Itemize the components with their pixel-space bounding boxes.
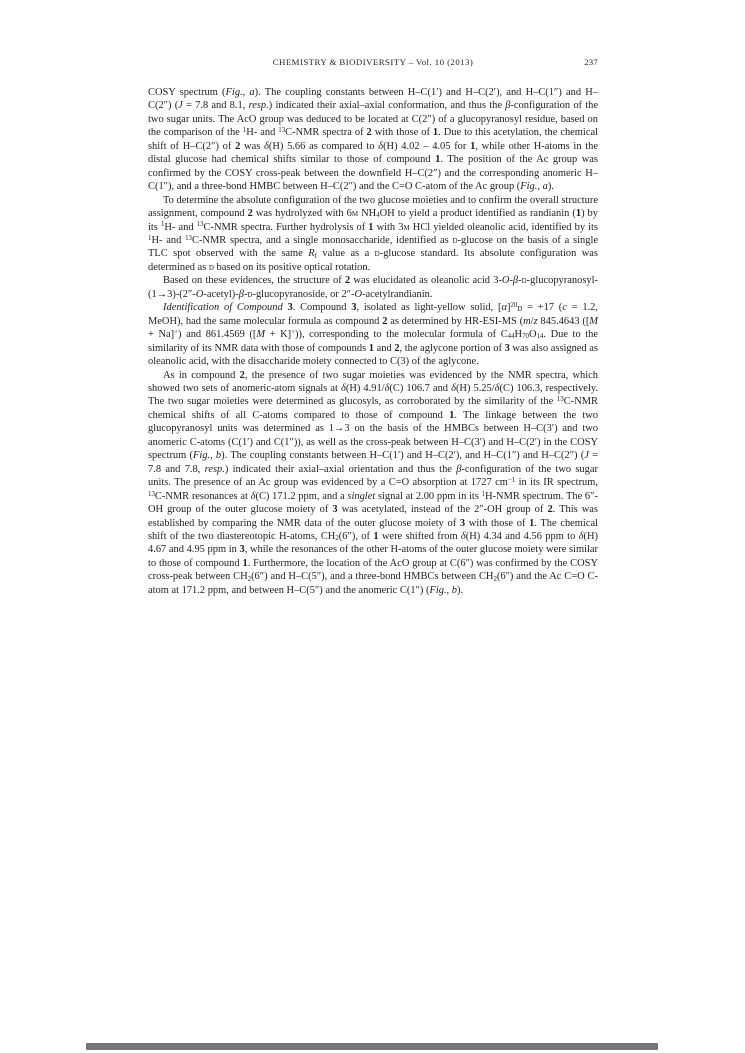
paragraph: As in compound 2, the presence of two sugar moieties was evidenced by the NMR spectra, which showed two sets of anomeric-atom signals at δ(H) 4.91/δ(C) 106.7 and δ(H) 5.25/δ(C) 106.3, respectively. The two sugar moieties were determined as glucosyls, as corroborated by the similarity of the $^{13}$C-NMR chemical shifts of all C-atoms compared to those of compound 1. The linkage between the two glucopyranosyl units was determined as 1→3 on the basis of the HMBCs between H–C(3′) and two anomeric C-atoms (C(1′) and C(1″)), as well as the cross-peak between H–C(3′) and H–C(2′) in the COSY spectrum (Fig., b). The coupling constants between H–C(1′) and H–C(2′), and H–C(1″) and H–C(2″) (J = 7.8 and 7.8, resp.) indicated their axial–axial orientation and thus the β-configuration of the two sugar units. The presence of an Ac group was evidenced by a C=O absorption at 1727 $cm^{-1}$ in its IR spectrum, $^{13}$C-NMR resonances at δ(C) 171.2 ppm, and a singlet signal at 2.00 ppm in its $^1$H-NMR spectrum. The 6″-OH group of the outer glucose moiety of 3 was acetylated, instead of the 2″-OH group of 2. This was established by comparing the NMR data of the outer glucose moiety of 3 with those of 1. The chemical shift of the two diastereotopic H-atoms, $CH_2(6'')$, of 1 were shifted from δ(H) 4.34 and 4.56 ppm to δ(H) 4.67 and 4.95 ppm in 3, while the resonances of the other H-atoms of the outer glucose moiety were similar to those of compound 1. Furthermore, the location of the AcO group at C(6″) was confirmed by the COSY cross-peak between $CH_2(6'')$ and H–C(5″), and a three-bond HMBCs between $CH_2(6'')$ and the Ac C=O C-atom at 171.2 ppm, and between H–C(5″) and the anomeric C(1″) (Fig., b).: [148, 369, 598, 596]
article-body: [148, 86, 598, 597]
paragraph: COSY spectrum (Fig., a). The coupling constants between H–C(1′) and H–C(2′), and H–C(1″) and H–C(2″) (J = 7.8 and 8.1, resp.) indicated their axial–axial conformation, and thus the β-configuration of the two sugar units. The AcO group was deduced to be located at C(2″) of a glucopyranosyl residue, based on the comparison of the $^1$H- and $^{13}$C-NMR spectra of 2 with those of 1. Due to this acetylation, the chemical shift of H–C(2″) of 2 was δ(H) 5.66 as compared to δ(H) 4.02 – 4.05 for 1, while other H-atoms in the distal glucose had chemical shifts similar to those of compound 1. The position of the Ac group was confirmed by the COSY cross-peak between the downfield H–C(2″) and the corresponding anomeric H–C(1″), and a three-bond HMBC between H–C(2″) and the C=O C-atom of the Ac group (Fig., a).: [148, 87, 599, 193]
page-number: 237: [584, 57, 598, 67]
page-content: [148, 57, 598, 597]
paragraph: Based on these evidences, the structure of 2 was elucidated as oleanolic acid 3-O-β-d-glucopyranosyl-(1→3)-(2″-O-acetyl)-β-d-glucopyranoside, or 2″-O-acetylrandianin.: [148, 275, 598, 300]
page-header: [148, 57, 598, 71]
page-bottom-edge: [86, 1043, 658, 1050]
paragraph: Identification of Compound 3. Compound 3, isolated as light-yellow solid, $[\alpha]^{20}_D = +17$ (c = 1.2, MeOH), had the same molecular formula as compound 2 as determined by HR-ESI-MS (m/z 845.4643 ([M + Na]+) and 861.4569 ([M + K]+)), corresponding to the molecular formula of $C_{44}H_{70}O_{14}$. Due to the similarity of its NMR data with those of compounds 1 and 2, the aglycone portion of 3 was also assigned as oleanolic acid, with the disaccharide moiety connected to C(3) of the aglycone.: [148, 302, 599, 368]
journal-running-head: CHEMISTRY & BIODIVERSITY – Vol. 10 (2013): [272, 57, 474, 67]
paragraph: To determine the absolute configuration of the two glucose moieties and to confirm the overall structure assignment, compound 2 was hydrolyzed with 6m $NH_4OH$ to yield a product identified as randianin (1) by its $^1$H- and $^{13}$C-NMR spectra. Further hydrolysis of 1 with 3m HCl yielded oleanolic acid, identified by its $^1$H- and $^{13}$C-NMR spectra, and a single monosaccharide, identified as d-glucose on the basis of a single TLC spot observed with the same $R_f$ value as a d-glucose standard. Its absolute configuration was determined as d based on its positive optical rotation.: [148, 194, 598, 273]
